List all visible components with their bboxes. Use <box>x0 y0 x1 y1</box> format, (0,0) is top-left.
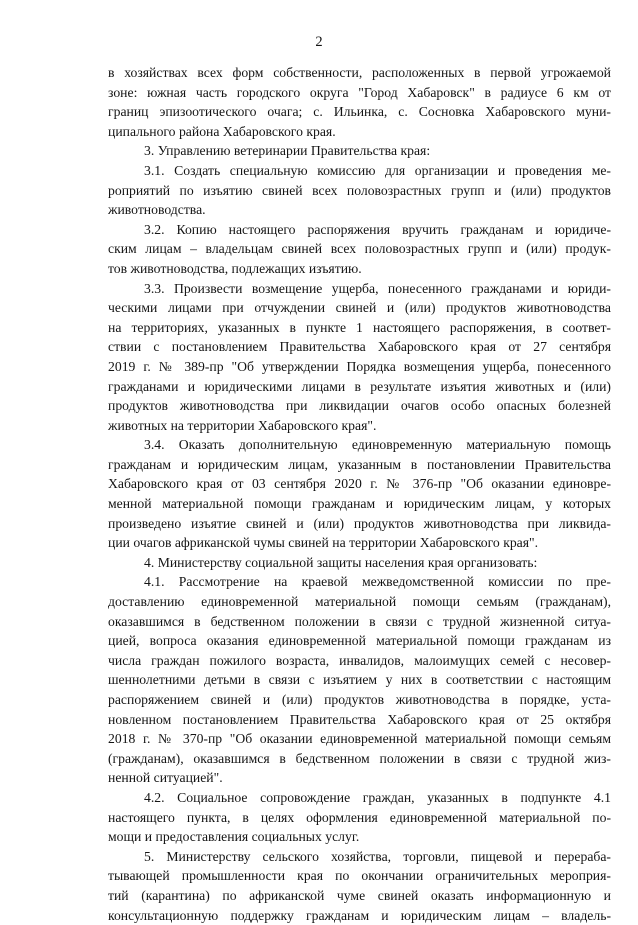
text-line: тий (карантина) по африканской чуме свиней оказать информационную и <box>108 887 611 903</box>
text-line: животных на территории Хабаровского края". <box>108 417 377 433</box>
text-line: ским лицам – владельцам свиней всех половозрастных групп и (или) продук- <box>108 241 611 257</box>
text-line: гражданами и юридическими лицами в результате изъятия животных и (или) <box>108 378 611 394</box>
text-line: Хабаровского края от 03 сентября 2020 г. № 376-пр "Об оказании единовре- <box>108 476 611 492</box>
text-line: зоне: южная часть городского округа "Город Хабаровск" в радиусе 6 км от <box>108 84 611 100</box>
text-line: ципального района Хабаровского края. <box>108 123 336 139</box>
text-line: (гражданам), оказавшимся в бедственном положении в связи с трудной жиз- <box>108 750 611 766</box>
text-line: настоящего пункта, в целях оформления единовременной материальной по- <box>108 809 611 825</box>
text-line: оказавшимся в бедственном положении в связи с трудной жизненной ситуа- <box>108 613 611 629</box>
text-line: новленном постановлением Правительства Хабаровского края от 25 октября <box>108 711 611 727</box>
text-line: числа граждан пожилого возраста, инвалидов, малоимущих семей с несовер- <box>108 652 611 668</box>
text-line: на территориях, указанных в пункте 1 настоящего распоряжения, в соответ- <box>108 319 611 335</box>
text-line: ческими лицами при отчуждении свиней и (или) продуктов животноводства <box>108 300 611 316</box>
text-line: 2019 г. № 389-пр "Об утверждении Порядка возмещения ущерба, понесенного <box>108 358 611 374</box>
page-number: 2 <box>315 34 323 50</box>
text-line: 4.2. Социальное сопровождение граждан, указанных в подпункте 4.1 <box>144 789 611 805</box>
text-line: в хозяйствах всех форм собственности, расположенных в первой угрожаемой <box>108 65 611 80</box>
text-line: 4.1. Рассмотрение на краевой межведомственной комиссии по пре- <box>144 574 611 590</box>
text-line: ствии с постановлением Правительства Хабаровского края от 27 сентября <box>108 339 611 355</box>
text-line: 3.1. Создать специальную комиссию для организации и проведения ме- <box>144 162 611 178</box>
document-body <box>108 63 611 925</box>
text-line: тывающей промышленности края по окончании ограничительных мероприя- <box>108 868 611 884</box>
text-line: 4. Министерству социальной защиты населения края организовать: <box>144 554 538 570</box>
text-line: гражданам и юридическим лицам, указанным в постановлении Правительства <box>108 456 611 472</box>
text-line: роприятий по изъятию свиней всех половозрастных групп и (или) продуктов <box>108 182 611 198</box>
text-line: доставлению единовременной материальной помощи семьям (гражданам), <box>108 594 611 610</box>
text-line: 3. Управлению ветеринарии Правительства края: <box>144 143 431 159</box>
text-line: 3.4. Оказать дополнительную единовременную материальную помощь <box>144 437 611 453</box>
text-line: шеннолетними детьми в связи с изъятием у них в соответствии с настоящим <box>108 672 611 688</box>
text-line: ции очагов африканской чумы свиней на территории Хабаровского края". <box>108 535 539 551</box>
text-line: консультационную поддержку гражданам и юридическим лицам – владель- <box>108 907 611 923</box>
text-line: мощи и предоставления социальных услуг. <box>108 829 360 845</box>
text-line: 3.2. Копию настоящего распоряжения вручить гражданам и юридиче- <box>144 221 611 237</box>
text-line: границ эпизоотического очага; с. Ильинка, с. Сосновка Хабаровского муни- <box>108 104 611 120</box>
text-line: цией, вопроса оказания единовременной материальной помощи гражданам из <box>108 633 611 649</box>
text-line: животноводства. <box>108 202 206 218</box>
text-line: 5. Министерству сельского хозяйства, торговли, пищевой и перераба- <box>144 848 611 864</box>
text-line: ненной ситуацией". <box>108 770 223 786</box>
text-line: распоряжением свиней и (или) продуктов животноводства в порядке, уста- <box>108 692 611 707</box>
text-line: менной материальной помощи гражданам и юридическим лицам, у которых <box>108 496 611 512</box>
text-line: 2018 г. № 370-пр "Об оказании единовременной материальной помощи семьям <box>108 731 611 747</box>
text-line: произведено изъятие свиней и (или) продуктов животноводства при ликвида- <box>108 515 611 531</box>
text-line: продуктов животноводства при ликвидации очагов особо опасных болезней <box>108 398 611 414</box>
text-line: 3.3. Произвести возмещение ущерба, понесенного гражданами и юриди- <box>144 280 611 296</box>
text-line: тов животноводства, подлежащих изъятию. <box>108 260 362 276</box>
